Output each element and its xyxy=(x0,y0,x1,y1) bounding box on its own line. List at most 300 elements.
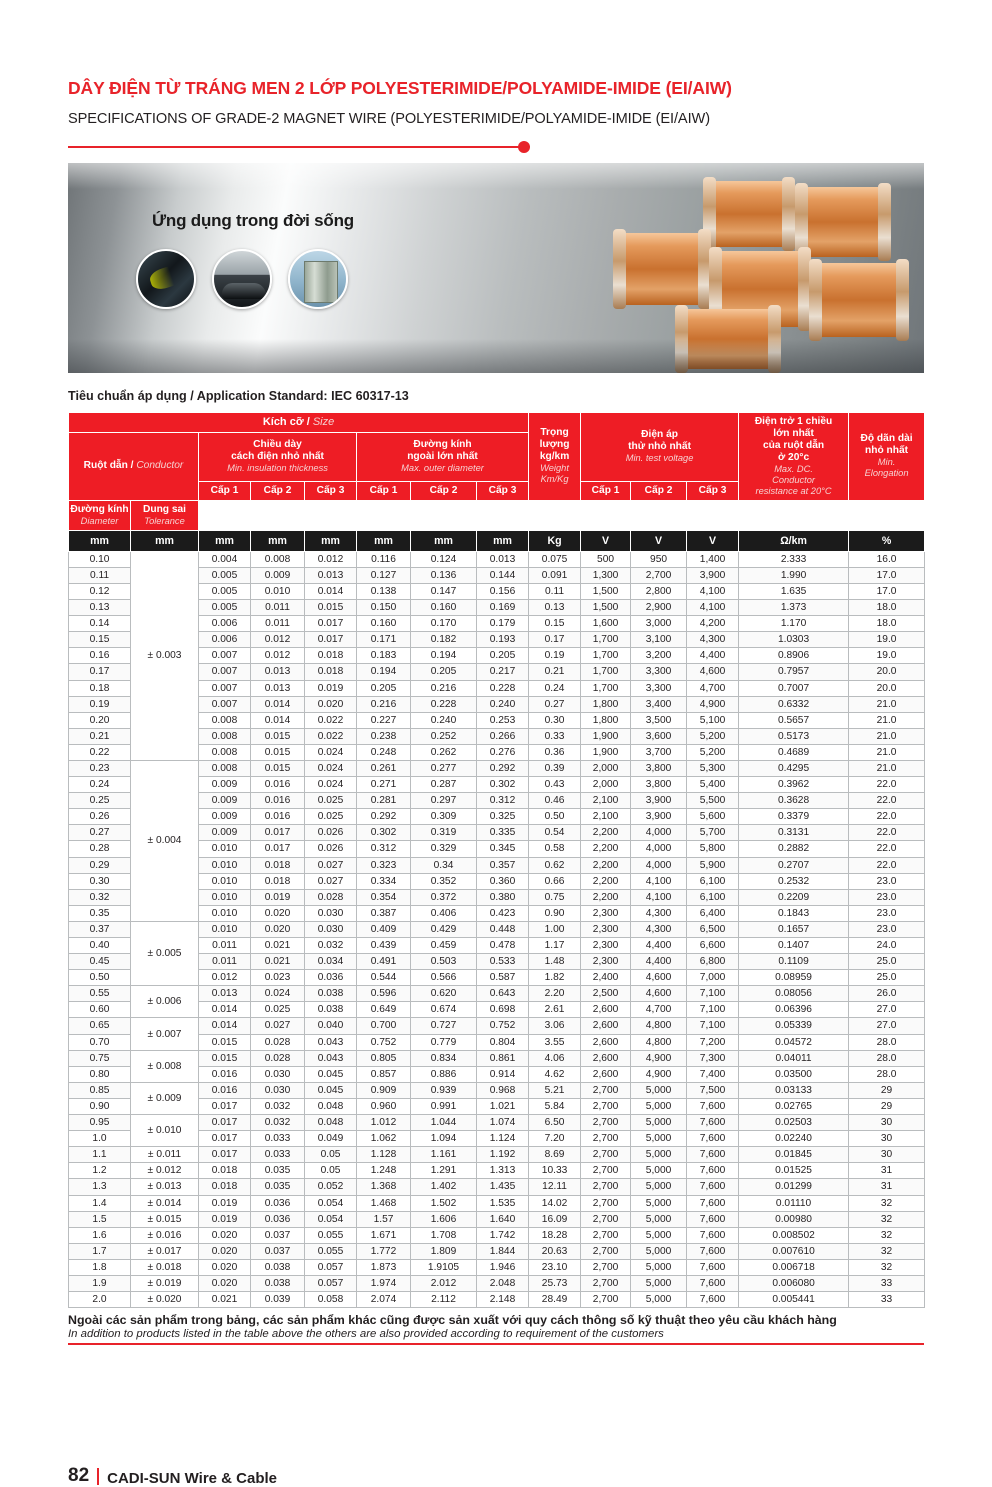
cell-ins-3: 0.032 xyxy=(305,938,357,954)
cell-resistance: 0.08056 xyxy=(739,986,849,1002)
cell-tolerance: ± 0.003 xyxy=(131,551,199,760)
cell-od-3: 0.276 xyxy=(477,744,529,760)
cell-resistance: 0.2882 xyxy=(739,841,849,857)
cell-ins-3: 0.025 xyxy=(305,793,357,809)
cell-v-2: 3,300 xyxy=(631,680,687,696)
cell-ins-1: 0.018 xyxy=(199,1179,251,1195)
table-row xyxy=(69,921,925,937)
cell-od-3: 0.698 xyxy=(477,1002,529,1018)
cell-od-1: 0.700 xyxy=(357,1018,411,1034)
cell-ins-3: 0.038 xyxy=(305,1002,357,1018)
cell-od-3: 1.124 xyxy=(477,1131,529,1147)
cell-od-1: 0.205 xyxy=(357,680,411,696)
cell-ins-1: 0.004 xyxy=(199,551,251,567)
header-row-units xyxy=(69,530,925,551)
cell-elongation: 28.0 xyxy=(849,1050,925,1066)
cell-ins-3: 0.024 xyxy=(305,760,357,776)
cell-elongation: 22.0 xyxy=(849,793,925,809)
cell-ins-1: 0.011 xyxy=(199,938,251,954)
cell-ins-2: 0.009 xyxy=(251,567,305,583)
cell-ins-1: 0.009 xyxy=(199,825,251,841)
cell-diameter: 0.85 xyxy=(69,1082,131,1098)
cell-v-2: 3,300 xyxy=(631,664,687,680)
cell-ins-2: 0.012 xyxy=(251,632,305,648)
cell-tolerance: ± 0.005 xyxy=(131,921,199,985)
cell-v-1: 2,700 xyxy=(581,1163,631,1179)
cell-resistance: 0.01299 xyxy=(739,1179,849,1195)
cell-ins-2: 0.033 xyxy=(251,1131,305,1147)
cell-ins-3: 0.019 xyxy=(305,680,357,696)
cell-od-2: 0.459 xyxy=(411,938,477,954)
cell-diameter: 0.20 xyxy=(69,712,131,728)
cell-v-2: 2,800 xyxy=(631,583,687,599)
cell-resistance: 0.007610 xyxy=(739,1243,849,1259)
cell-od-3: 0.013 xyxy=(477,551,529,567)
cell-v-2: 5,000 xyxy=(631,1098,687,1114)
cell-resistance: 0.5173 xyxy=(739,728,849,744)
cell-ins-2: 0.013 xyxy=(251,664,305,680)
cell-ins-1: 0.015 xyxy=(199,1050,251,1066)
cell-v-3: 7,600 xyxy=(687,1147,739,1163)
cell-v-1: 2,100 xyxy=(581,793,631,809)
cell-ins-3: 0.027 xyxy=(305,873,357,889)
cell-weight: 0.90 xyxy=(529,905,581,921)
cell-resistance: 0.4295 xyxy=(739,760,849,776)
cell-v-3: 7,600 xyxy=(687,1098,739,1114)
table-row xyxy=(69,1275,925,1291)
cell-od-1: 0.312 xyxy=(357,841,411,857)
header-unit-11: V xyxy=(687,530,739,551)
cell-diameter: 0.10 xyxy=(69,551,131,567)
cell-resistance: 0.5657 xyxy=(739,712,849,728)
footer-note xyxy=(68,1313,924,1340)
cell-ins-2: 0.014 xyxy=(251,696,305,712)
cell-elongation: 21.0 xyxy=(849,712,925,728)
cell-v-3: 6,800 xyxy=(687,954,739,970)
cell-ins-2: 0.018 xyxy=(251,857,305,873)
cell-od-1: 0.227 xyxy=(357,712,411,728)
cell-weight: 0.17 xyxy=(529,632,581,648)
cell-v-1: 2,200 xyxy=(581,873,631,889)
cell-elongation: 29 xyxy=(849,1098,925,1114)
cell-diameter: 1.9 xyxy=(69,1275,131,1291)
table-row xyxy=(69,1195,925,1211)
cell-ins-1: 0.016 xyxy=(199,1066,251,1082)
cell-diameter: 1.3 xyxy=(69,1179,131,1195)
cell-od-2: 0.939 xyxy=(411,1082,477,1098)
cell-ins-2: 0.036 xyxy=(251,1211,305,1227)
cell-ins-1: 0.009 xyxy=(199,777,251,793)
cell-elongation: 22.0 xyxy=(849,857,925,873)
cell-elongation: 30 xyxy=(849,1115,925,1131)
spool xyxy=(816,263,902,337)
cell-weight: 0.075 xyxy=(529,551,581,567)
cell-tolerance: ± 0.015 xyxy=(131,1211,199,1227)
cell-od-3: 1.021 xyxy=(477,1098,529,1114)
cell-v-2: 5,000 xyxy=(631,1243,687,1259)
cell-od-2: 0.566 xyxy=(411,970,477,986)
cell-v-3: 7,100 xyxy=(687,1018,739,1034)
table-row xyxy=(69,1292,925,1308)
cell-v-2: 5,000 xyxy=(631,1115,687,1131)
cell-ins-1: 0.010 xyxy=(199,857,251,873)
header-size-group: Kích cỡ / Size xyxy=(69,412,529,432)
cell-od-3: 0.240 xyxy=(477,696,529,712)
cell-ins-2: 0.016 xyxy=(251,809,305,825)
cell-v-3: 7,600 xyxy=(687,1179,739,1195)
cell-od-2: 0.240 xyxy=(411,712,477,728)
cell-tolerance: ± 0.006 xyxy=(131,986,199,1018)
cell-v-1: 2,300 xyxy=(581,905,631,921)
header-unit-2: mm xyxy=(199,530,251,551)
cell-ins-3: 0.054 xyxy=(305,1195,357,1211)
cell-elongation: 23.0 xyxy=(849,889,925,905)
cell-resistance: 0.01525 xyxy=(739,1163,849,1179)
cell-diameter: 0.17 xyxy=(69,664,131,680)
cell-od-3: 0.861 xyxy=(477,1050,529,1066)
cell-v-1: 1,300 xyxy=(581,567,631,583)
header-unit-6: mm xyxy=(411,530,477,551)
cell-ins-2: 0.016 xyxy=(251,777,305,793)
cell-v-2: 3,700 xyxy=(631,744,687,760)
cell-resistance: 0.05339 xyxy=(739,1018,849,1034)
cell-od-3: 0.253 xyxy=(477,712,529,728)
cell-ins-2: 0.021 xyxy=(251,954,305,970)
cell-ins-3: 0.055 xyxy=(305,1243,357,1259)
cell-od-1: 0.281 xyxy=(357,793,411,809)
cell-ins-2: 0.038 xyxy=(251,1275,305,1291)
cell-elongation: 32 xyxy=(849,1227,925,1243)
title-divider xyxy=(68,141,924,153)
header-insulation-thickness: Chiều dày cách điện nhỏ nhất Min. insulation thickness xyxy=(199,432,357,481)
cell-od-2: 0.147 xyxy=(411,583,477,599)
header-row-group xyxy=(69,412,925,432)
cell-v-3: 6,600 xyxy=(687,938,739,954)
cell-diameter: 0.23 xyxy=(69,760,131,776)
cell-ins-2: 0.038 xyxy=(251,1259,305,1275)
cell-v-2: 3,500 xyxy=(631,712,687,728)
cell-elongation: 24.0 xyxy=(849,938,925,954)
cell-ins-1: 0.012 xyxy=(199,970,251,986)
cell-weight: 0.66 xyxy=(529,873,581,889)
cell-v-3: 7,600 xyxy=(687,1243,739,1259)
cell-v-1: 2,200 xyxy=(581,889,631,905)
cell-tolerance: ± 0.010 xyxy=(131,1115,199,1147)
cell-diameter: 0.11 xyxy=(69,567,131,583)
cell-v-2: 4,100 xyxy=(631,889,687,905)
cell-ins-3: 0.045 xyxy=(305,1082,357,1098)
cell-diameter: 0.30 xyxy=(69,873,131,889)
cell-resistance: 0.3131 xyxy=(739,825,849,841)
cell-ins-1: 0.010 xyxy=(199,841,251,857)
cell-v-1: 1,500 xyxy=(581,600,631,616)
table-row xyxy=(69,1243,925,1259)
cell-diameter: 0.26 xyxy=(69,809,131,825)
cell-v-2: 4,900 xyxy=(631,1066,687,1082)
cell-weight: 0.75 xyxy=(529,889,581,905)
banner-caption: Ứng dụng trong đời sống xyxy=(152,210,354,230)
cell-diameter: 1.2 xyxy=(69,1163,131,1179)
cell-od-1: 0.216 xyxy=(357,696,411,712)
cell-resistance: 0.03500 xyxy=(739,1066,849,1082)
cell-tolerance: ± 0.008 xyxy=(131,1050,199,1082)
cell-v-2: 5,000 xyxy=(631,1163,687,1179)
cell-elongation: 32 xyxy=(849,1243,925,1259)
cell-od-1: 0.150 xyxy=(357,600,411,616)
cell-diameter: 0.14 xyxy=(69,616,131,632)
cell-tolerance: ± 0.004 xyxy=(131,760,199,921)
cell-v-2: 4,300 xyxy=(631,921,687,937)
header-unit-7: mm xyxy=(477,530,529,551)
cell-resistance: 0.1657 xyxy=(739,921,849,937)
cell-ins-1: 0.005 xyxy=(199,583,251,599)
cell-od-2: 0.991 xyxy=(411,1098,477,1114)
cell-ins-2: 0.037 xyxy=(251,1227,305,1243)
cell-elongation: 19.0 xyxy=(849,632,925,648)
cell-resistance: 0.1109 xyxy=(739,954,849,970)
cell-diameter: 1.6 xyxy=(69,1227,131,1243)
cell-ins-2: 0.020 xyxy=(251,921,305,937)
table-row xyxy=(69,1163,925,1179)
header-outer-diameter: Đường kính ngoài lớn nhất Max. outer diameter xyxy=(357,432,529,481)
cell-diameter: 0.40 xyxy=(69,938,131,954)
cell-od-3: 0.312 xyxy=(477,793,529,809)
cell-od-1: 2.074 xyxy=(357,1292,411,1308)
cell-ins-3: 0.015 xyxy=(305,600,357,616)
cell-diameter: 0.25 xyxy=(69,793,131,809)
cell-elongation: 33 xyxy=(849,1292,925,1308)
cell-v-3: 7,600 xyxy=(687,1292,739,1308)
cell-weight: 0.091 xyxy=(529,567,581,583)
cell-ins-1: 0.005 xyxy=(199,567,251,583)
cell-elongation: 23.0 xyxy=(849,873,925,889)
cell-diameter: 0.35 xyxy=(69,905,131,921)
cell-diameter: 1.8 xyxy=(69,1259,131,1275)
cell-elongation: 31 xyxy=(849,1179,925,1195)
cell-ins-1: 0.008 xyxy=(199,744,251,760)
cell-v-3: 5,800 xyxy=(687,841,739,857)
cell-elongation: 29 xyxy=(849,1082,925,1098)
cell-v-3: 7,600 xyxy=(687,1115,739,1131)
cell-diameter: 0.55 xyxy=(69,986,131,1002)
cell-v-3: 7,600 xyxy=(687,1259,739,1275)
cell-elongation: 26.0 xyxy=(849,986,925,1002)
cell-od-2: 0.620 xyxy=(411,986,477,1002)
cell-ins-2: 0.032 xyxy=(251,1098,305,1114)
cell-weight: 2.20 xyxy=(529,986,581,1002)
cell-weight: 1.00 xyxy=(529,921,581,937)
header-test-voltage: Điện áp thử nhỏ nhất Min. test voltage xyxy=(581,412,739,481)
cell-ins-3: 0.054 xyxy=(305,1211,357,1227)
cell-ins-3: 0.020 xyxy=(305,696,357,712)
cell-ins-1: 0.018 xyxy=(199,1163,251,1179)
cell-v-1: 2,600 xyxy=(581,1002,631,1018)
cell-ins-3: 0.05 xyxy=(305,1147,357,1163)
cell-diameter: 0.24 xyxy=(69,777,131,793)
cell-od-3: 0.423 xyxy=(477,905,529,921)
cell-od-3: 0.325 xyxy=(477,809,529,825)
application-icons xyxy=(136,249,348,309)
spool xyxy=(802,187,884,257)
header-unit-8: Kg xyxy=(529,530,581,551)
cell-ins-1: 0.019 xyxy=(199,1195,251,1211)
cell-elongation: 32 xyxy=(849,1211,925,1227)
cell-od-2: 0.34 xyxy=(411,857,477,873)
cell-od-1: 0.248 xyxy=(357,744,411,760)
cell-od-3: 0.360 xyxy=(477,873,529,889)
cell-od-3: 1.535 xyxy=(477,1195,529,1211)
cell-v-1: 1,900 xyxy=(581,728,631,744)
product-banner xyxy=(68,163,924,373)
cell-v-2: 3,800 xyxy=(631,777,687,793)
cell-ins-1: 0.005 xyxy=(199,600,251,616)
cell-od-1: 1.128 xyxy=(357,1147,411,1163)
cell-tolerance: ± 0.017 xyxy=(131,1243,199,1259)
cell-od-3: 0.478 xyxy=(477,938,529,954)
cell-tolerance: ± 0.020 xyxy=(131,1292,199,1308)
cell-diameter: 0.32 xyxy=(69,889,131,905)
cell-od-2: 1.502 xyxy=(411,1195,477,1211)
cell-od-1: 1.062 xyxy=(357,1131,411,1147)
cell-diameter: 0.18 xyxy=(69,680,131,696)
cell-od-1: 0.596 xyxy=(357,986,411,1002)
cell-od-3: 0.448 xyxy=(477,921,529,937)
cell-ins-3: 0.049 xyxy=(305,1131,357,1147)
cell-v-1: 2,000 xyxy=(581,760,631,776)
cell-ins-2: 0.035 xyxy=(251,1163,305,1179)
cell-ins-1: 0.009 xyxy=(199,809,251,825)
cell-od-1: 0.491 xyxy=(357,954,411,970)
cell-weight: 10.33 xyxy=(529,1163,581,1179)
cell-resistance: 1.635 xyxy=(739,583,849,599)
cell-v-2: 4,900 xyxy=(631,1050,687,1066)
cell-v-2: 5,000 xyxy=(631,1259,687,1275)
header-conductor: Ruột dẫn / Conductor xyxy=(69,432,199,500)
cell-diameter: 1.1 xyxy=(69,1147,131,1163)
cell-diameter: 0.65 xyxy=(69,1018,131,1034)
cell-ins-1: 0.007 xyxy=(199,680,251,696)
cell-resistance: 0.00980 xyxy=(739,1211,849,1227)
cell-ins-2: 0.036 xyxy=(251,1195,305,1211)
cell-v-2: 3,100 xyxy=(631,632,687,648)
cell-od-3: 1.435 xyxy=(477,1179,529,1195)
cell-tolerance: ± 0.016 xyxy=(131,1227,199,1243)
cell-ins-1: 0.007 xyxy=(199,696,251,712)
cell-ins-3: 0.025 xyxy=(305,809,357,825)
cell-resistance: 0.08959 xyxy=(739,970,849,986)
cell-elongation: 27.0 xyxy=(849,1018,925,1034)
cell-ins-1: 0.008 xyxy=(199,712,251,728)
table-row xyxy=(69,1018,925,1034)
cell-od-2: 0.779 xyxy=(411,1034,477,1050)
cell-ins-3: 0.036 xyxy=(305,970,357,986)
cell-od-1: 0.544 xyxy=(357,970,411,986)
table-row xyxy=(69,551,925,567)
cell-resistance: 0.01845 xyxy=(739,1147,849,1163)
cell-ins-3: 0.030 xyxy=(305,905,357,921)
motor-icon xyxy=(136,249,196,309)
cell-weight: 0.54 xyxy=(529,825,581,841)
cell-ins-1: 0.006 xyxy=(199,616,251,632)
cell-v-2: 950 xyxy=(631,551,687,567)
header-grade-v-2: Cấp 2 xyxy=(631,481,687,500)
cell-elongation: 28.0 xyxy=(849,1034,925,1050)
cell-weight: 0.62 xyxy=(529,857,581,873)
cell-v-3: 7,600 xyxy=(687,1275,739,1291)
cell-v-3: 3,900 xyxy=(687,567,739,583)
cell-v-3: 5,300 xyxy=(687,760,739,776)
cell-elongation: 20.0 xyxy=(849,680,925,696)
cell-od-3: 1.192 xyxy=(477,1147,529,1163)
cell-od-2: 1.044 xyxy=(411,1115,477,1131)
table-row xyxy=(69,1115,925,1131)
table-row xyxy=(69,1147,925,1163)
cell-v-2: 4,800 xyxy=(631,1034,687,1050)
cell-weight: 0.36 xyxy=(529,744,581,760)
cell-diameter: 0.19 xyxy=(69,696,131,712)
cell-ins-2: 0.017 xyxy=(251,825,305,841)
table-head xyxy=(69,412,925,551)
cell-diameter: 0.80 xyxy=(69,1066,131,1082)
cell-od-1: 1.974 xyxy=(357,1275,411,1291)
header-row-diameter-tolerance xyxy=(69,500,925,530)
cell-od-3: 2.148 xyxy=(477,1292,529,1308)
cell-od-1: 0.261 xyxy=(357,760,411,776)
cell-ins-2: 0.039 xyxy=(251,1292,305,1308)
cell-tolerance: ± 0.009 xyxy=(131,1082,199,1114)
cell-ins-1: 0.020 xyxy=(199,1243,251,1259)
header-unit-9: V xyxy=(581,530,631,551)
cell-od-3: 1.313 xyxy=(477,1163,529,1179)
cell-od-3: 0.804 xyxy=(477,1034,529,1050)
cell-ins-3: 0.058 xyxy=(305,1292,357,1308)
cell-v-1: 2,600 xyxy=(581,1018,631,1034)
table-row xyxy=(69,760,925,776)
cell-ins-2: 0.030 xyxy=(251,1066,305,1082)
header-unit-4: mm xyxy=(305,530,357,551)
cell-v-1: 2,700 xyxy=(581,1211,631,1227)
cell-od-1: 1.468 xyxy=(357,1195,411,1211)
cell-elongation: 25.0 xyxy=(849,970,925,986)
cell-diameter: 0.95 xyxy=(69,1115,131,1131)
cell-v-1: 1,700 xyxy=(581,664,631,680)
brand-name: CADI-SUN Wire & Cable xyxy=(107,1470,278,1487)
footer-divider xyxy=(68,1343,924,1345)
cell-resistance: 0.1843 xyxy=(739,905,849,921)
cell-ins-1: 0.008 xyxy=(199,728,251,744)
header-unit-1: mm xyxy=(131,530,199,551)
cell-ins-1: 0.021 xyxy=(199,1292,251,1308)
cell-od-1: 0.292 xyxy=(357,809,411,825)
cell-v-2: 5,000 xyxy=(631,1131,687,1147)
cell-ins-2: 0.011 xyxy=(251,616,305,632)
cell-ins-3: 0.055 xyxy=(305,1227,357,1243)
cell-ins-2: 0.015 xyxy=(251,760,305,776)
header-grade-ins-2: Cấp 2 xyxy=(251,481,305,500)
cell-od-2: 1.809 xyxy=(411,1243,477,1259)
cell-ins-2: 0.015 xyxy=(251,728,305,744)
cell-tolerance: ± 0.019 xyxy=(131,1275,199,1291)
cell-weight: 4.06 xyxy=(529,1050,581,1066)
cell-od-1: 0.857 xyxy=(357,1066,411,1082)
cell-ins-2: 0.012 xyxy=(251,648,305,664)
cell-diameter: 0.22 xyxy=(69,744,131,760)
cell-ins-2: 0.037 xyxy=(251,1243,305,1259)
cell-od-2: 1.402 xyxy=(411,1179,477,1195)
cell-ins-1: 0.009 xyxy=(199,793,251,809)
cell-ins-2: 0.025 xyxy=(251,1002,305,1018)
cell-ins-3: 0.017 xyxy=(305,616,357,632)
